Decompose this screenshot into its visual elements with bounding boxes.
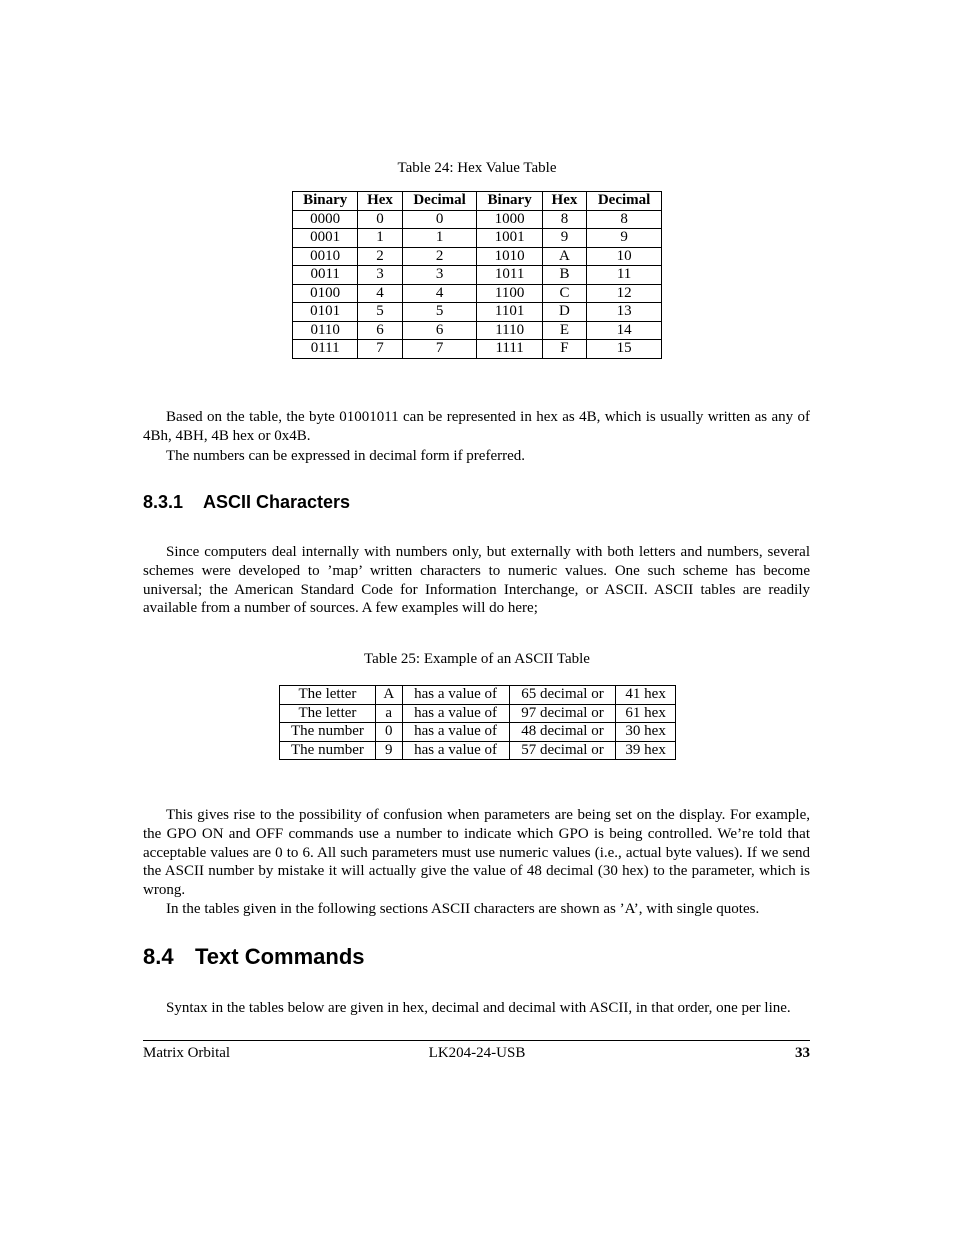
paragraph-text: Syntax in the tables below are given in hex, decimal and decimal with ASCII, in that order, one per line. — [166, 1000, 791, 1016]
table-cell: 1100 — [477, 284, 542, 303]
table-cell: 0 — [358, 210, 402, 229]
table-cell: 39 hex — [616, 741, 676, 760]
paragraph-syntax — [143, 999, 810, 1018]
table-cell: 41 hex — [616, 686, 676, 705]
section-number: 8.4 — [143, 944, 174, 969]
table-cell: 3 — [358, 266, 402, 285]
table-cell: 1110 — [477, 321, 542, 340]
table-cell: 0010 — [293, 247, 358, 266]
table-cell: 0001 — [293, 229, 358, 248]
table-header-row — [293, 192, 662, 211]
table-row — [293, 229, 662, 248]
table-cell: 7 — [402, 340, 477, 359]
table-row — [280, 686, 676, 705]
table-cell: 0100 — [293, 284, 358, 303]
table-cell: 9 — [542, 229, 586, 248]
table-cell: 1000 — [477, 210, 542, 229]
table-cell: 1111 — [477, 340, 542, 359]
table-cell: 7 — [358, 340, 402, 359]
table-cell: 1 — [358, 229, 402, 248]
table-cell: has a value of — [402, 723, 509, 742]
table-row — [280, 741, 676, 760]
page-number: 33 — [795, 1045, 810, 1061]
paragraph-text: Since computers deal internally with numbers only, but externally with both letters and numbers, several schemes were developed to ’map’ written characters to numeric values. One such scheme has become universal; the American Standard Code for Information Interchange, or ASCII. ASCII tables are readily available from a number of sources. A few examples will do here; — [143, 544, 810, 617]
table-cell: a — [375, 704, 402, 723]
table-cell: has a value of — [402, 741, 509, 760]
paragraph-ascii-intro — [143, 543, 810, 618]
table-cell: E — [542, 321, 586, 340]
footer-product: LK204-24-USB — [428, 1045, 526, 1061]
table-row — [293, 247, 662, 266]
table-cell: D — [542, 303, 586, 322]
table-cell: has a value of — [402, 704, 509, 723]
table-cell: 0101 — [293, 303, 358, 322]
table-cell: 11 — [587, 266, 662, 285]
section-heading-8-3-1 — [143, 492, 350, 513]
ascii-example-table — [279, 685, 676, 760]
table-row — [280, 704, 676, 723]
table-cell: 5 — [402, 303, 477, 322]
table-cell: 1 — [402, 229, 477, 248]
table-cell: 1001 — [477, 229, 542, 248]
table-row — [293, 340, 662, 359]
table-row — [293, 303, 662, 322]
table-row — [293, 284, 662, 303]
table-cell: has a value of — [402, 686, 509, 705]
table-cell: 1011 — [477, 266, 542, 285]
table-cell: 8 — [542, 210, 586, 229]
table-cell: 6 — [402, 321, 477, 340]
footer-rule — [143, 1040, 810, 1041]
paragraph-text: In the tables given in the following sections ASCII characters are shown as ’A’, with single quotes. — [166, 901, 760, 917]
table-cell: 48 decimal or — [509, 723, 616, 742]
table-cell: 30 hex — [616, 723, 676, 742]
table-cell: 0 — [402, 210, 477, 229]
table-cell: The number — [280, 741, 376, 760]
paragraph-quotes-note — [143, 900, 810, 919]
paragraph-confusion — [143, 806, 810, 900]
table-cell: 2 — [358, 247, 402, 266]
table-cell: 12 — [587, 284, 662, 303]
table-cell: 0111 — [293, 340, 358, 359]
paragraph-text: Based on the table, the byte 01001011 can be represented in hex as 4B, which is usually written as any of 4Bh, 4BH, 4B hex or 0x4B. — [143, 409, 810, 444]
section-number: 8.3.1 — [143, 492, 184, 512]
table-cell: 65 decimal or — [509, 686, 616, 705]
table-cell: A — [375, 686, 402, 705]
table-cell: 0000 — [293, 210, 358, 229]
table-cell: The letter — [280, 686, 376, 705]
table-cell: 5 — [358, 303, 402, 322]
column-header: Decimal — [587, 192, 662, 211]
table-cell: 0110 — [293, 321, 358, 340]
table-cell: 10 — [587, 247, 662, 266]
table-cell: 2 — [402, 247, 477, 266]
table-row — [293, 266, 662, 285]
table-cell: 1010 — [477, 247, 542, 266]
table-cell: 6 — [358, 321, 402, 340]
column-header: Hex — [542, 192, 586, 211]
table-cell: 4 — [402, 284, 477, 303]
table-cell: 15 — [587, 340, 662, 359]
paragraph-text: This gives rise to the possibility of confusion when parameters are being set on the display. For example, the GPO ON and OFF commands use a number to indicate which GPO is being controlled. We’re told that acceptable values are 0 to 6. All such parameters must use numeric values (i.e., actual byte values). If we send the ASCII number by mistake it will actually give the value of 48 decimal (30 hex) to the parameter, which is wrong. — [143, 807, 810, 899]
table-cell: C — [542, 284, 586, 303]
table-cell: 9 — [587, 229, 662, 248]
table-cell: A — [542, 247, 586, 266]
table-cell: F — [542, 340, 586, 359]
hex-table-caption: Table 24: Hex Value Table — [397, 160, 557, 176]
table-cell: 1101 — [477, 303, 542, 322]
section-heading-8-4 — [143, 944, 365, 970]
paragraph-text: The numbers can be expressed in decimal form if preferred. — [166, 448, 526, 464]
table-cell: B — [542, 266, 586, 285]
table-row — [293, 210, 662, 229]
table-row — [280, 723, 676, 742]
column-header: Hex — [358, 192, 402, 211]
table-cell: The number — [280, 723, 376, 742]
table-row — [293, 321, 662, 340]
table-cell: 61 hex — [616, 704, 676, 723]
table-cell: The letter — [280, 704, 376, 723]
table-cell: 0 — [375, 723, 402, 742]
column-header: Decimal — [402, 192, 477, 211]
column-header: Binary — [293, 192, 358, 211]
table-cell: 9 — [375, 741, 402, 760]
paragraph-decimal-note — [143, 447, 810, 466]
hex-value-table — [292, 191, 662, 359]
table-cell: 8 — [587, 210, 662, 229]
table-cell: 97 decimal or — [509, 704, 616, 723]
table-cell: 14 — [587, 321, 662, 340]
section-title: Text Commands — [195, 944, 365, 969]
table-cell: 13 — [587, 303, 662, 322]
column-header: Binary — [477, 192, 542, 211]
table-cell: 57 decimal or — [509, 741, 616, 760]
footer-company: Matrix Orbital — [143, 1045, 231, 1061]
table-cell: 3 — [402, 266, 477, 285]
section-title: ASCII Characters — [203, 492, 351, 512]
table-cell: 4 — [358, 284, 402, 303]
ascii-table-caption: Table 25: Example of an ASCII Table — [364, 651, 590, 667]
paragraph-hex-explanation — [143, 408, 810, 446]
table-cell: 0011 — [293, 266, 358, 285]
